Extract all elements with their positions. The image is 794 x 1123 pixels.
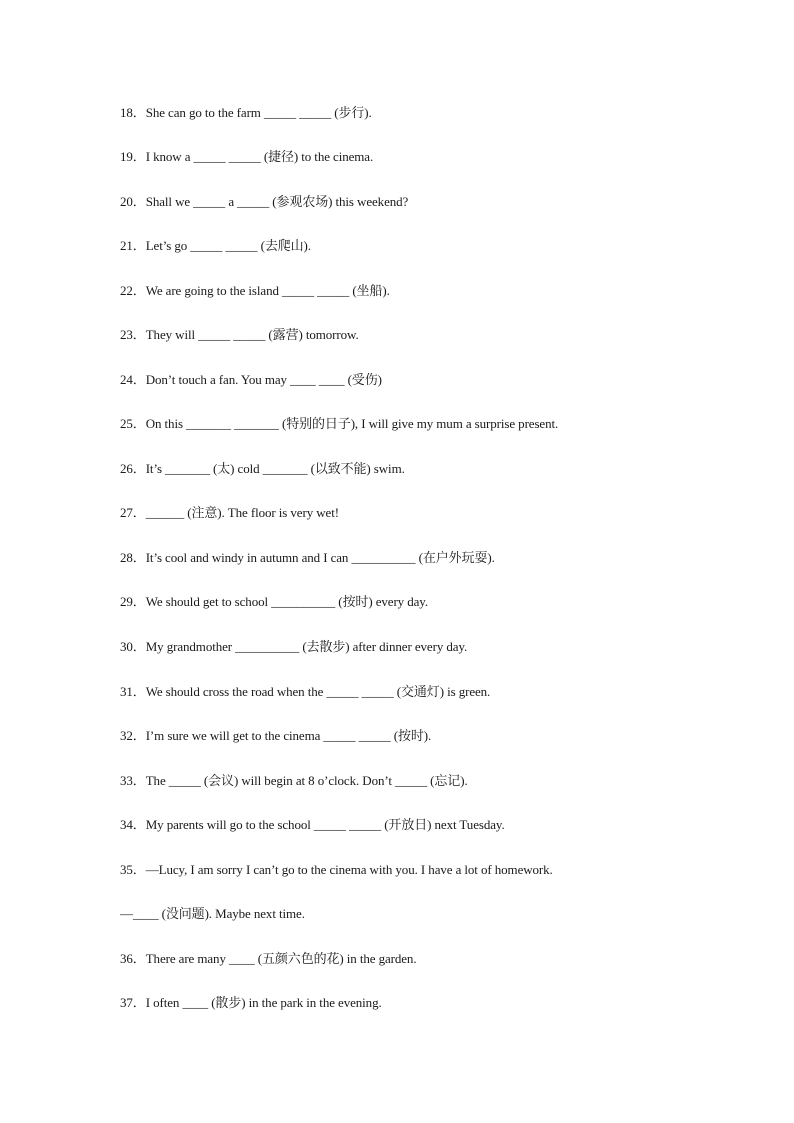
question-20: 20．Shall we _____ a _____ (参观农场) this weekend? [120,194,409,209]
question-23: 23．They will _____ _____ (露营) tomorrow. [120,327,359,342]
question-21: 21．Let’s go _____ _____ (去爬山). [120,238,311,253]
question-28: 28．It’s cool and windy in autumn and I can __________ (在户外玩耍). [120,550,495,565]
question-22: 22．We are going to the island _____ _____ (坐船). [120,283,390,298]
question-26: 26．It’s _______ (太) cold _______ (以致不能) swim. [120,461,405,476]
question-34: 34．My parents will go to the school _____ _____ (开放日) next Tuesday. [120,817,505,832]
question-37: 37．I often ____ (散步) in the park in the evening. [120,995,382,1010]
question-35: 35．—Lucy, I am sorry I can’t go to the cinema with you. I have a lot of homework. [120,862,553,877]
question-27: 27．______ (注意). The floor is very wet! [120,505,339,520]
question-24: 24．Don’t touch a fan. You may ____ ____ (受伤) [120,372,382,387]
question-19: 19．I know a _____ _____ (捷径) to the cinema. [120,149,374,164]
question-36: 36．There are many ____ (五颜六色的花) in the garden. [120,951,417,966]
question-32: 32．I’m sure we will get to the cinema _____ _____ (按时). [120,728,432,743]
question-31: 31．We should cross the road when the _____ _____ (交通灯) is green. [120,684,491,699]
question-35-reply: —____ (没问题). Maybe next time. [120,906,305,921]
question-18: 18．She can go to the farm _____ _____ (步行). [120,105,372,120]
question-25: 25．On this _______ _______ (特别的日子), I will give my mum a surprise present. [120,416,559,431]
question-33: 33．The _____ (会议) will begin at 8 o’clock. Don’t _____ (忘记). [120,773,468,788]
question-30: 30．My grandmother __________ (去散步) after dinner every day. [120,639,468,654]
question-29: 29．We should get to school __________ (按时) every day. [120,594,429,609]
